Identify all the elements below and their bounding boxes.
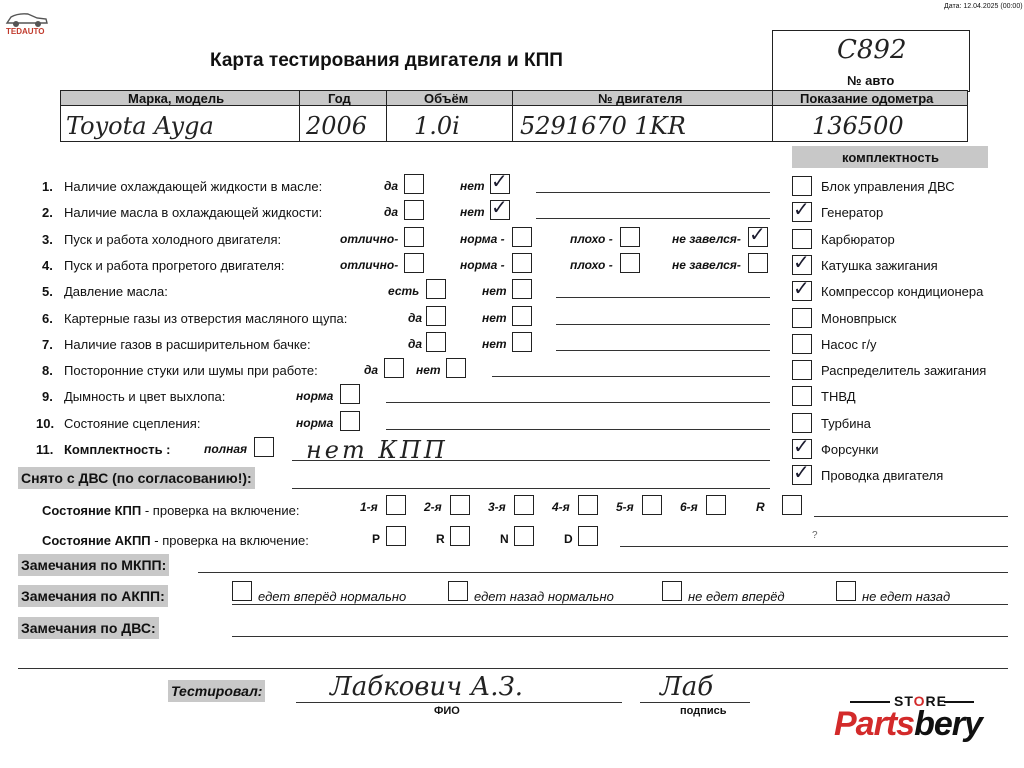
value-volume: 1.0i: [414, 112, 460, 140]
question-label: Давление масла:: [64, 284, 168, 300]
option-label: плохо -: [570, 231, 613, 246]
option-label: не завелся-: [672, 231, 741, 246]
question-label: Комплектность :: [64, 442, 171, 457]
completeness-checkbox[interactable]: [792, 334, 812, 354]
option-checkbox[interactable]: [512, 253, 532, 273]
kpp-gear-checkbox[interactable]: [578, 495, 598, 515]
remarks-dvs-label: Замечания по ДВС:: [18, 617, 159, 639]
completeness-item-label: Проводка двигателя: [821, 468, 944, 484]
question-number: 7.: [42, 336, 53, 352]
car-number-value: C892: [837, 35, 907, 65]
header-engine-number: № двигателя: [598, 91, 683, 106]
value-odometer: 136500: [812, 112, 904, 140]
completeness-item-label: Карбюратор: [821, 231, 895, 247]
akpp-remark-label: не едет назад: [862, 589, 951, 604]
question-label: Посторонние стуки или шумы при работе:: [64, 363, 318, 379]
question-number: 3.: [42, 231, 53, 247]
question-number: 4.: [42, 257, 53, 273]
option-checkbox[interactable]: [426, 306, 446, 326]
completeness-checkbox[interactable]: [792, 308, 812, 328]
option-checkbox[interactable]: [254, 437, 274, 457]
completeness-item-label: Блок управления ДВС: [821, 179, 955, 194]
completeness-checkbox[interactable]: [792, 249, 812, 275]
signature-label: подпись: [680, 705, 727, 717]
vehicle-table: [60, 90, 968, 142]
brand-name: Partsbery: [834, 705, 982, 743]
option-label: норма: [296, 389, 334, 404]
question-label: Состояние сцепления:: [64, 415, 201, 431]
remarks-mkpp-label: Замечания по МКПП:: [18, 554, 169, 576]
option-checkbox[interactable]: [512, 332, 532, 352]
akpp-remark-label: едет назад нормально: [474, 589, 614, 604]
option-label: норма: [296, 415, 334, 430]
completeness-item-label: Форсунки: [821, 442, 879, 457]
value-year: 2006: [306, 112, 368, 140]
completeness-item-label: Насос г/у: [821, 336, 877, 352]
kpp-gear-label: 3-я: [488, 500, 506, 514]
car-number-label: № авто: [847, 73, 895, 88]
akpp-gear-checkbox[interactable]: [578, 526, 598, 546]
kpp-gear-label: 4-я: [552, 500, 570, 514]
akpp-gear-label: R: [436, 532, 445, 546]
completeness-item-label: ТНВД: [821, 389, 856, 405]
tested-label: Тестировал:: [168, 680, 265, 702]
header-odometer: Показание одометра: [800, 91, 934, 106]
akpp-gear-checkbox[interactable]: [386, 526, 406, 546]
kpp-gear-label: 2-я: [424, 500, 442, 514]
header-make-model: Марка, модель: [128, 91, 225, 106]
completeness-header: комплектность: [842, 150, 939, 165]
fio-label: ФИО: [434, 705, 460, 717]
option-label: полная: [204, 442, 248, 456]
option-label: есть: [388, 284, 420, 299]
option-checkbox[interactable]: [426, 279, 446, 299]
completeness-checkbox[interactable]: [792, 386, 812, 406]
akpp-remark-checkbox[interactable]: [448, 581, 468, 601]
car-icon: [4, 10, 50, 28]
car-number-box: [772, 30, 970, 92]
option-checkbox[interactable]: [340, 384, 360, 404]
option-checkbox[interactable]: [340, 411, 360, 431]
akpp-remark-label: не едет вперёд: [688, 589, 785, 604]
kpp-gear-checkbox[interactable]: [642, 495, 662, 515]
option-label: не завелся-: [672, 257, 741, 272]
completeness-note: нет КПП: [306, 436, 448, 464]
option-label: да: [408, 310, 423, 325]
tester-name: Лабкович А.З.: [330, 672, 523, 702]
completeness-item-label: Катушка зажигания: [821, 257, 938, 273]
option-label: отлично-: [340, 257, 399, 272]
check-mark-icon: ✓: [491, 169, 508, 193]
question-label: Пуск и работа прогретого двигателя:: [64, 257, 285, 273]
check-mark-icon: ✓: [793, 276, 810, 301]
option-checkbox[interactable]: [748, 253, 768, 273]
kpp-gear-label: 6-я: [680, 500, 698, 514]
option-label: да: [364, 363, 379, 378]
kpp-gear-label: 1-я: [360, 500, 378, 514]
akpp-gear-label: D: [564, 532, 573, 546]
akpp-remark-checkbox[interactable]: [662, 581, 682, 601]
completeness-item-label: Турбина: [821, 415, 871, 431]
option-label: нет: [482, 336, 507, 351]
kpp-gear-checkbox[interactable]: [782, 495, 802, 515]
akpp-label: Состояние АКПП - проверка на включение:: [42, 533, 309, 548]
question-label: Наличие газов в расширительном бачке:: [64, 336, 311, 352]
completeness-checkbox[interactable]: [792, 176, 812, 196]
date-header: Дата: 12.04.2025 (00:00): [944, 3, 1023, 10]
option-label: нет: [460, 205, 485, 220]
option-checkbox[interactable]: [384, 358, 404, 378]
value-engine-number: 5291670 1KR: [520, 112, 686, 140]
option-checkbox[interactable]: [404, 174, 424, 194]
question-label: Дымность и цвет выхлопа:: [64, 389, 226, 405]
option-checkbox[interactable]: [512, 306, 532, 326]
completeness-checkbox[interactable]: [792, 276, 812, 301]
completeness-checkbox[interactable]: [792, 460, 812, 485]
check-mark-icon: ✓: [793, 249, 810, 274]
option-checkbox[interactable]: [446, 358, 466, 378]
kpp-gear-checkbox[interactable]: [514, 495, 534, 515]
check-mark-icon: ✓: [793, 460, 810, 485]
question-number: 5.: [42, 284, 53, 300]
brand-store: STORE: [894, 693, 947, 709]
company-logo: [4, 10, 52, 40]
question-number: 11.: [36, 442, 54, 457]
option-label: нет: [482, 310, 507, 325]
option-checkbox[interactable]: [490, 169, 510, 194]
page-title: Карта тестирования двигателя и КПП: [210, 50, 563, 71]
akpp-remark-checkbox[interactable]: [232, 581, 252, 601]
check-mark-icon: ✓: [793, 434, 810, 458]
option-checkbox[interactable]: [404, 200, 424, 220]
question-label: Пуск и работа холодного двигателя:: [64, 231, 282, 247]
akpp-gear-checkbox[interactable]: [450, 526, 470, 546]
value-make-model: Toyota Ayga: [66, 112, 214, 140]
completeness-checkbox[interactable]: [792, 360, 812, 380]
option-label: норма -: [460, 257, 505, 272]
kpp-gear-label: R: [756, 500, 765, 514]
akpp-remark-label: едет вперёд нормально: [258, 589, 407, 604]
check-mark-icon: ✓: [749, 221, 766, 246]
header-year: Год: [328, 91, 351, 106]
option-checkbox[interactable]: [512, 279, 532, 299]
option-label: да: [384, 205, 399, 220]
completeness-checkbox[interactable]: [792, 229, 812, 249]
check-mark-icon: ✓: [793, 197, 810, 222]
logo-text: TEDAUTO: [6, 27, 45, 36]
completeness-checkbox[interactable]: [792, 434, 812, 459]
option-label: отлично-: [340, 231, 399, 246]
option-checkbox[interactable]: [426, 332, 446, 352]
option-checkbox[interactable]: [404, 253, 424, 273]
option-checkbox[interactable]: [490, 195, 510, 220]
option-label: нет: [460, 179, 485, 193]
kpp-gear-checkbox[interactable]: [386, 495, 406, 515]
kpp-label: Состояние КПП - проверка на включение:: [42, 503, 300, 518]
option-checkbox[interactable]: [620, 253, 640, 273]
kpp-gear-label: 5-я: [616, 500, 634, 514]
completeness-item-label: Генератор: [821, 205, 884, 221]
akpp-gear-label: N: [500, 532, 509, 546]
option-label: нет: [416, 363, 441, 378]
removed-label: Снято с ДВС (по согласованию!):: [18, 467, 255, 489]
question-number: 8.: [42, 363, 53, 379]
option-label: нет: [482, 284, 507, 299]
tester-signature: Лаб: [660, 672, 714, 702]
completeness-item-label: Распределитель зажигания: [821, 363, 987, 379]
option-checkbox[interactable]: [620, 227, 640, 247]
question-label: Картерные газы из отверстия масляного щупа:: [64, 310, 348, 326]
kpp-gear-checkbox[interactable]: [706, 495, 726, 515]
stray-mark: ?: [812, 530, 818, 541]
akpp-gear-label: P: [372, 532, 381, 546]
option-label: да: [384, 179, 399, 193]
check-mark-icon: ✓: [491, 195, 508, 220]
option-checkbox[interactable]: [404, 227, 424, 247]
question-number: 1.: [42, 179, 53, 194]
completeness-item-label: Компрессор кондиционера: [821, 284, 984, 300]
option-label: плохо -: [570, 257, 613, 272]
question-number: 2.: [42, 205, 53, 221]
completeness-item-label: Моновпрыск: [821, 310, 897, 326]
kpp-gear-checkbox[interactable]: [450, 495, 470, 515]
question-number: 10.: [36, 415, 55, 431]
question-label: Наличие охлаждающей жидкости в масле:: [64, 179, 323, 194]
option-checkbox[interactable]: [512, 227, 532, 247]
akpp-remark-checkbox[interactable]: [836, 581, 856, 601]
question-label: Наличие масла в охлаждающей жидкости:: [64, 205, 323, 221]
option-label: норма -: [460, 231, 505, 246]
akpp-gear-checkbox[interactable]: [514, 526, 534, 546]
option-label: да: [408, 336, 423, 351]
question-number: 6.: [42, 310, 53, 326]
brand-logo: [832, 690, 1004, 752]
remarks-akpp-label: Замечания по АКПП:: [18, 585, 168, 607]
completeness-checkbox[interactable]: [792, 197, 812, 222]
option-checkbox[interactable]: [748, 221, 768, 247]
question-number: 9.: [42, 389, 53, 405]
header-volume: Объём: [424, 91, 469, 106]
completeness-checkbox[interactable]: [792, 413, 812, 433]
